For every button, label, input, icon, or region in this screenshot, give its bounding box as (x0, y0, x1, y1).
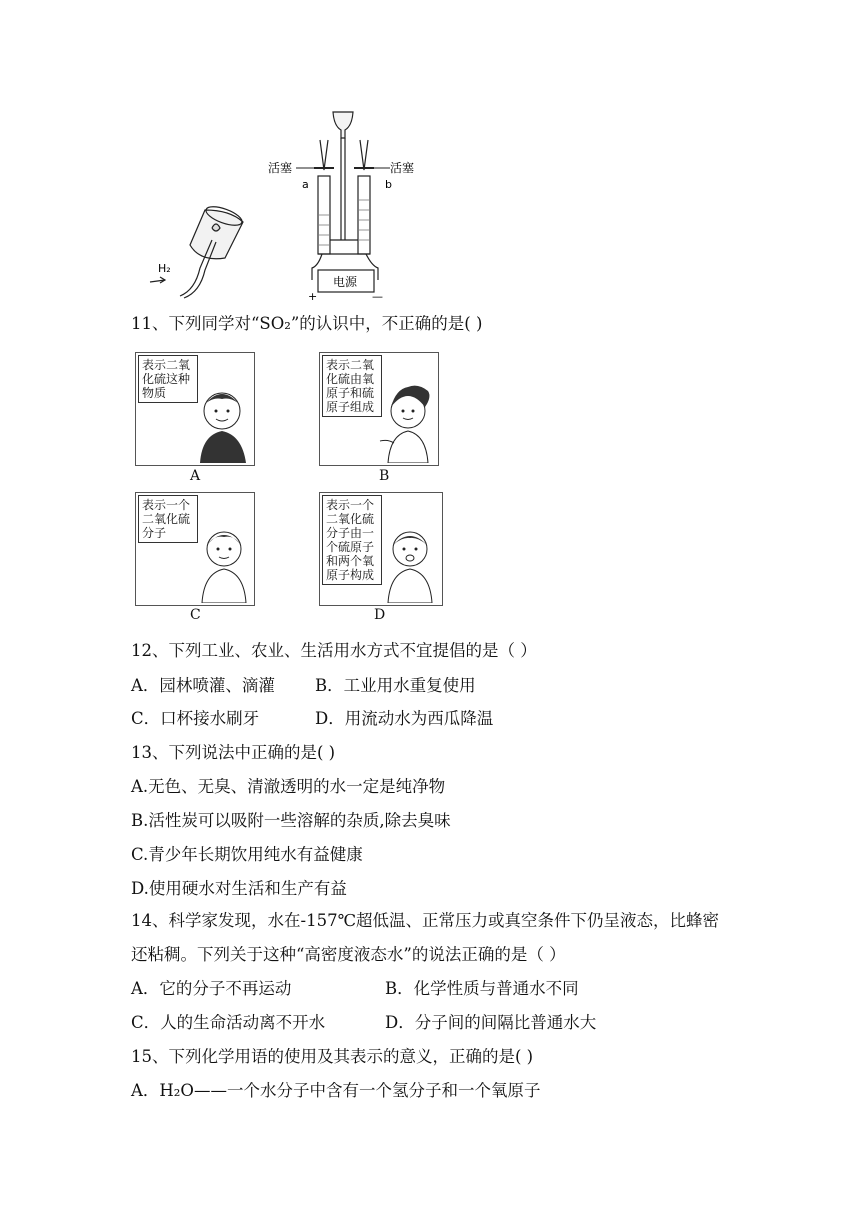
h2-label: H₂ (158, 262, 171, 275)
q12-stem: 12、下列工业、农业、生活用水方式不宜提倡的是（ ） (131, 641, 537, 660)
bubble-a: 表示二氧化硫这种物质 (138, 355, 198, 403)
bubble-d: 表示一个二氧化硫分子由一个硫原子和两个氧原子构成 (322, 495, 382, 585)
bubble-c: 表示一个二氧化硫分子 (138, 495, 198, 543)
q14-option-c: C．人的生命活动离不开水 (131, 1013, 326, 1032)
q13-option-d: D.使用硬水对生活和生产有益 (131, 879, 347, 898)
student-c-icon (194, 523, 252, 603)
q15-option-a: A．H₂O——一个水分子中含有一个氢分子和一个氧原子 (131, 1081, 541, 1100)
valve-right-label: 活塞 (390, 161, 415, 175)
q12-option-b: B．工业用水重复使用 (315, 676, 476, 695)
tube-b-label: b (385, 178, 392, 191)
beaker-icon (150, 203, 244, 298)
q13-option-b: B.活性炭可以吸附一些溶解的杂质,除去臭味 (131, 811, 451, 830)
q13-stem: 13、下列说法中正确的是( ) (131, 743, 336, 762)
q14-stem-line1: 14、科学家发现，水在-157℃超低温、正常压力或真空条件下仍呈液态，比蜂密 (131, 911, 720, 930)
q15-stem: 15、下列化学用语的使用及其表示的意义，正确的是( ) (131, 1047, 534, 1066)
bubble-b: 表示二氧化硫由氧原子和硫原子组成 (322, 355, 382, 417)
panel-a-label: A (190, 468, 201, 484)
cartoon-panel-c (135, 492, 255, 606)
tube-a-label: a (302, 178, 309, 191)
student-b-icon (378, 383, 436, 463)
panel-d-label: D (374, 607, 386, 623)
cartoon-panel-a (135, 352, 255, 466)
q14-option-b: B．化学性质与普通水不同 (385, 979, 579, 998)
plus-label: + (308, 290, 318, 303)
cartoon-panel-b (319, 352, 439, 466)
minus-label: — (372, 290, 383, 303)
q12-option-c: C．口杯接水刷牙 (131, 709, 260, 728)
q14-option-a: A．它的分子不再运动 (131, 979, 292, 998)
q12-option-d: D．用流动水为西瓜降温 (315, 709, 494, 728)
power-label: 电源 (333, 275, 358, 289)
student-d-icon (380, 523, 440, 603)
cartoon-panel-d (319, 492, 443, 606)
q13-option-c: C.青少年长期饮用纯水有益健康 (131, 845, 363, 864)
electrolysis-apparatus (312, 112, 378, 292)
panel-c-label: C (190, 607, 201, 623)
q13-option-a: A.无色、无臭、清澈透明的水一定是纯净物 (131, 777, 446, 796)
valve-left-label: 活塞 (268, 161, 293, 175)
q12-option-a: A．园林喷灌、滴灌 (131, 676, 275, 695)
q14-stem-line2: 还粘稠。下列关于这种“高密度液态水”的说法正确的是（ ） (131, 945, 566, 964)
panel-b-label: B (379, 468, 390, 484)
q14-option-d: D．分子间的间隔比普通水大 (385, 1013, 597, 1032)
figure-electrolysis (0, 0, 860, 310)
student-a-icon (194, 383, 252, 463)
q11-stem: 11、下列同学对“SO₂”的认识中，不正确的是( ) (131, 314, 483, 333)
